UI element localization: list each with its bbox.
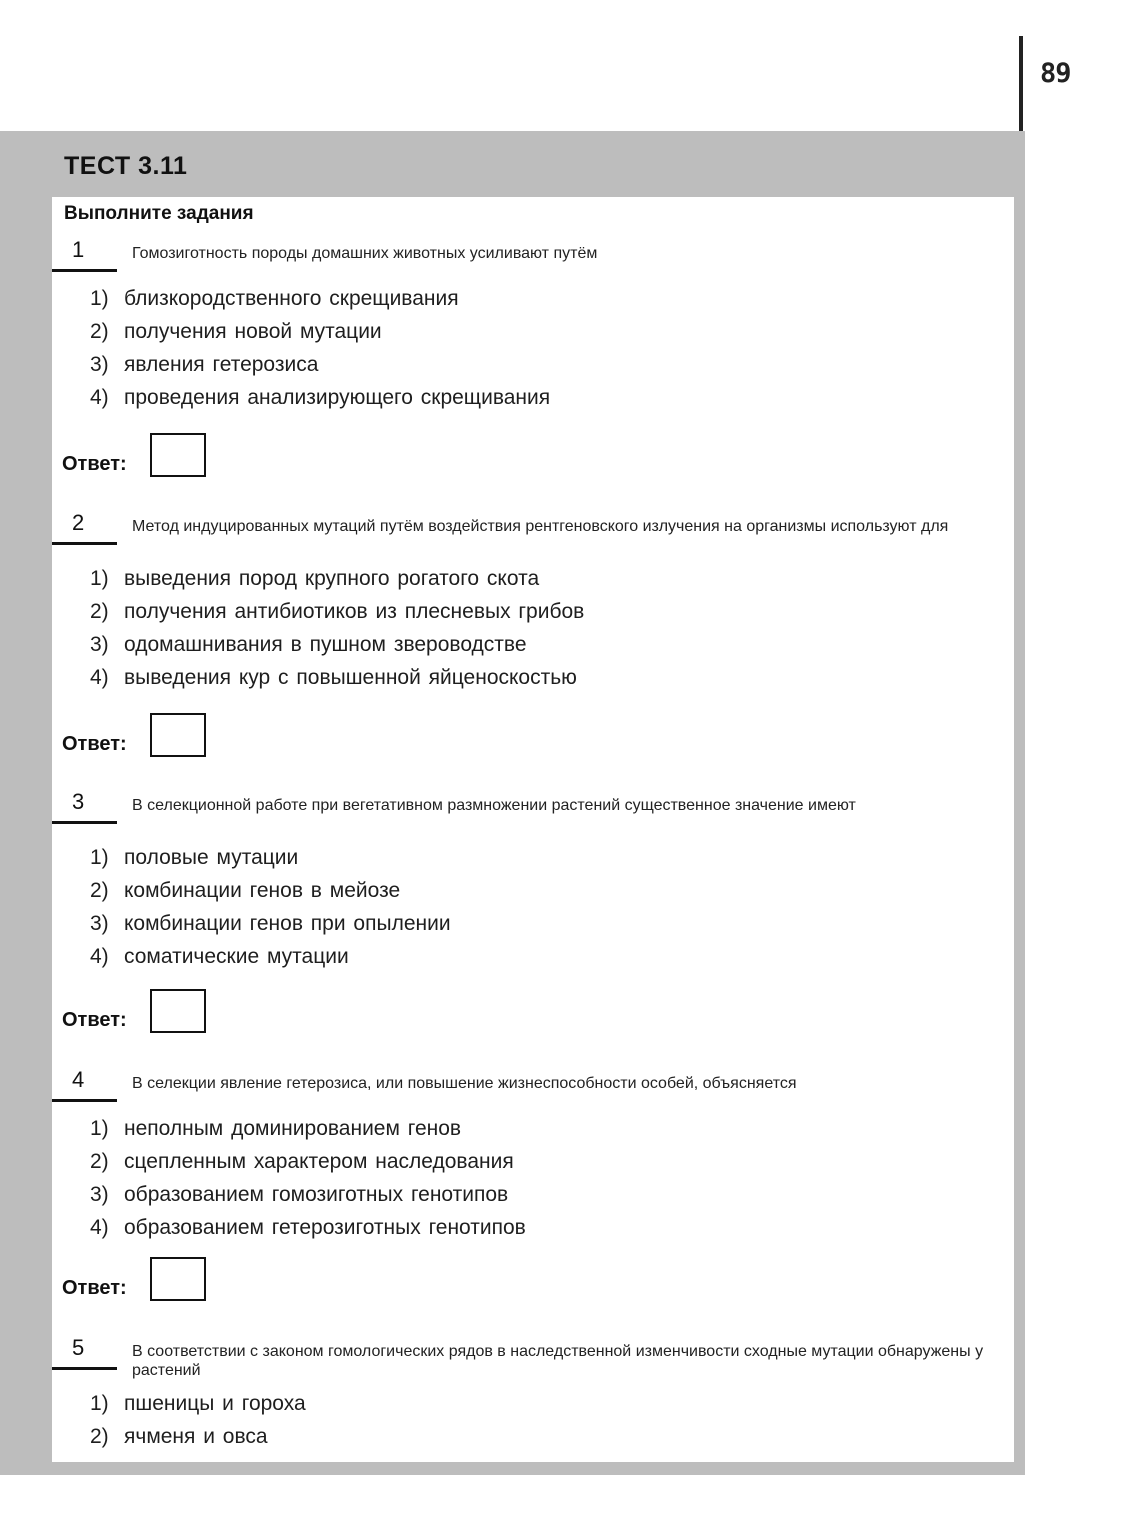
option <box>90 1183 526 1216</box>
options-list <box>90 846 451 978</box>
option <box>90 386 550 419</box>
option <box>90 1117 526 1150</box>
answer-box-2[interactable] <box>150 713 206 757</box>
question-number: 2 <box>72 510 85 535</box>
option-text: явления гетерозиса <box>124 353 319 376</box>
option-text: сцепленным характером наследования <box>124 1150 514 1173</box>
options-list <box>90 1392 306 1458</box>
option-number: 2) <box>90 1425 109 1448</box>
option-number: 4) <box>90 666 109 689</box>
question-text: Гомозиготность породы домашних животных усиливают путём <box>132 245 598 262</box>
option-text: образованием гомозиготных генотипов <box>124 1183 509 1206</box>
question-text: В селекции явление гетерозиса, или повышение жизнеспособности особей, объясняется <box>132 1075 797 1092</box>
options-list <box>90 287 550 419</box>
option <box>90 633 584 666</box>
test-title: ТЕСТ 3.11 <box>64 152 188 180</box>
answer-box-4[interactable] <box>150 1257 206 1301</box>
option-text: комбинации генов в мейозе <box>124 879 401 902</box>
option-text: ячменя и овса <box>124 1425 268 1448</box>
option-number: 1) <box>90 567 109 590</box>
answer-label: Ответ: <box>62 1009 127 1031</box>
answer-box-1[interactable] <box>150 433 206 477</box>
option <box>90 1150 526 1183</box>
option <box>90 1392 306 1425</box>
option <box>90 912 451 945</box>
option <box>90 600 584 633</box>
option-text: получения антибиотиков из плесневых грибов <box>124 600 585 623</box>
option-text: неполным доминированием генов <box>124 1117 462 1140</box>
option-number: 4) <box>90 945 109 968</box>
option-number: 4) <box>90 386 109 409</box>
question-text: В селекционной работе при вегетативном размножении растений существенное значение имеют <box>132 797 856 814</box>
option <box>90 879 451 912</box>
option-text: пшеницы и гороха <box>124 1392 306 1415</box>
question-number-underline <box>52 821 117 824</box>
option-number: 2) <box>90 1150 109 1173</box>
option-text: одомашнивания в пушном звероводстве <box>124 633 527 656</box>
options-list <box>90 567 584 699</box>
page-number: 89 <box>1040 58 1071 89</box>
question-text: В соответствии с законом гомологических рядов в наследственной изменчивости сходные мутации обнаружены у растений <box>132 1343 984 1379</box>
option-text: половые мутации <box>124 846 299 869</box>
option <box>90 1425 306 1458</box>
question-number: 1 <box>72 237 85 262</box>
question-number-underline <box>52 542 117 545</box>
option <box>90 945 451 978</box>
option <box>90 353 550 386</box>
option-number: 3) <box>90 633 109 656</box>
answer-box-3[interactable] <box>150 989 206 1033</box>
question-number-underline <box>52 269 117 272</box>
option-number: 3) <box>90 353 109 376</box>
option-number: 2) <box>90 879 109 902</box>
option <box>90 287 550 320</box>
question-number-underline <box>52 1099 117 1102</box>
answer-label: Ответ: <box>62 1277 127 1299</box>
option-text: близкородственного скрещивания <box>124 287 459 310</box>
option-number: 2) <box>90 320 109 343</box>
option-text: выведения пород крупного рогатого скота <box>124 567 540 590</box>
option <box>90 846 451 879</box>
option-text: выведения кур с повышенной яйценоскостью <box>124 666 577 689</box>
content-panel <box>52 197 1014 1462</box>
option-text: комбинации генов при опылении <box>124 912 451 935</box>
option-number: 3) <box>90 912 109 935</box>
option <box>90 1216 526 1249</box>
answer-label: Ответ: <box>62 733 127 755</box>
question-number: 5 <box>72 1335 85 1360</box>
answer-label: Ответ: <box>62 453 127 475</box>
option-text: получения новой мутации <box>124 320 382 343</box>
option-number: 1) <box>90 1117 109 1140</box>
option-number: 1) <box>90 1392 109 1415</box>
instructions: Выполните задания <box>64 203 254 224</box>
option-number: 1) <box>90 287 109 310</box>
option-number: 2) <box>90 600 109 623</box>
option <box>90 567 584 600</box>
option-number: 3) <box>90 1183 109 1206</box>
question-number: 4 <box>72 1067 85 1092</box>
question-number: 3 <box>72 789 85 814</box>
option-number: 1) <box>90 846 109 869</box>
option-number: 4) <box>90 1216 109 1239</box>
option-text: образованием гетерозиготных генотипов <box>124 1216 526 1239</box>
page-edge-line <box>1019 36 1023 136</box>
option <box>90 666 584 699</box>
option-text: соматические мутации <box>124 945 349 968</box>
options-list <box>90 1117 526 1249</box>
option <box>90 320 550 353</box>
question-number-underline <box>52 1367 117 1370</box>
option-text: проведения анализирующего скрещивания <box>124 386 551 409</box>
question-text: Метод индуцированных мутаций путём воздействия рентгеновского излучения на организмы используют для <box>132 518 949 535</box>
